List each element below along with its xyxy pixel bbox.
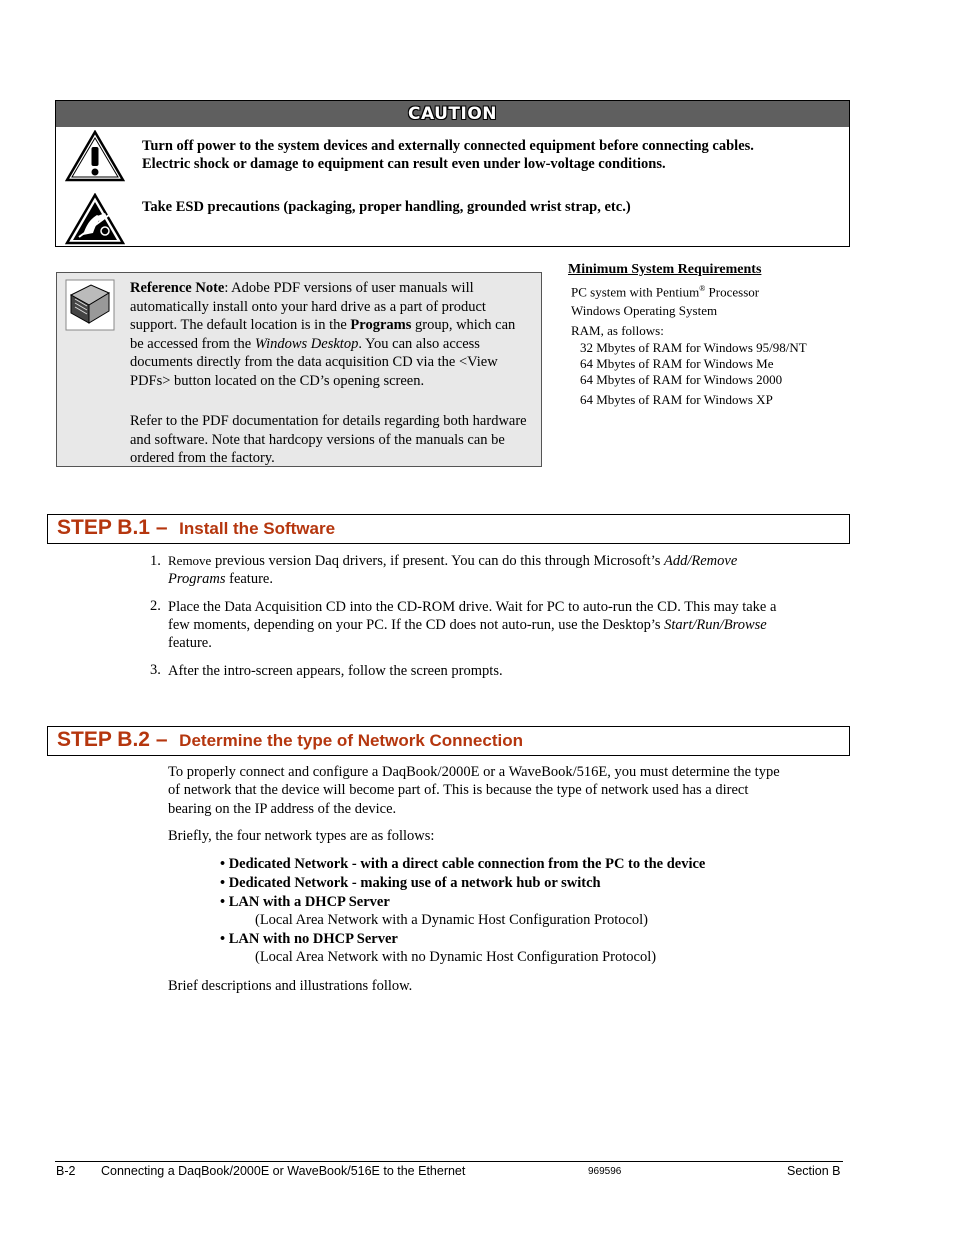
step-b2-header — [47, 726, 850, 756]
reference-note-paragraph-1: Reference Note: Adobe PDF versions of user manuals will automatically install onto your hard drive as a part of product support. The default location is in the Programs group, which can be accessed from the Windows Desktop. You can also access documents directly from the data acquisition CD via the <View PDFs> button located on the CD’s opening screen. — [130, 280, 516, 389]
step1-item-2-line-3: feature. — [168, 635, 212, 651]
min-sys-pc: PC system with Pentium® Processor — [571, 284, 760, 300]
esd-warning-icon — [65, 193, 125, 245]
network-type-description: (Local Area Network with no Dynamic Host Configuration Protocol) — [255, 949, 657, 965]
book-icon — [65, 279, 115, 331]
footer-page-number: B-2 — [56, 1164, 76, 1178]
caution-line-1: Turn off power to the system devices and externally connected equipment before connecting cables. — [142, 138, 754, 154]
min-sys-ram-item: 64 Mbytes of RAM for Windows XP — [580, 392, 773, 407]
step2-para1-line: bearing on the IP address of the device. — [168, 801, 397, 817]
step2-para1-line: of network that the device will become part of. This is because the type of network used has a direct — [168, 782, 749, 798]
step1-item-1-line-1: Remove previous version Daq drivers, if present. You can do this through Microsoft’s Add/Remove — [168, 553, 738, 569]
reference-note-label: Reference Note — [130, 280, 225, 296]
step1-item-2-line-2: few moments, depending on your PC. If the CD does not auto-run, use the Desktop’s Start/Run/Browse — [168, 617, 767, 633]
step1-item-3-line-1: After the intro-screen appears, follow the screen prompts. — [168, 663, 503, 679]
reference-note-paragraph-2: Refer to the PDF documentation for details regarding both hardware and software. Note that hardcopy versions of the manuals can be ordered from the factory. — [130, 413, 527, 466]
caution-box — [55, 100, 850, 247]
network-type-bullet: • LAN with no DHCP Server — [220, 931, 398, 947]
caution-line-2: Electric shock or damage to equipment can result even under low-voltage conditions. — [142, 156, 666, 172]
footer-rule — [55, 1161, 843, 1162]
step-b2-title: Determine the type of Network Connection — [179, 731, 523, 750]
min-sys-ram-item: 64 Mbytes of RAM for Windows 2000 — [580, 372, 783, 387]
footer-doc-number: 969596 — [588, 1166, 622, 1177]
step-b1-title: Install the Software — [179, 519, 336, 538]
step1-item-3-number: 3. — [150, 662, 161, 678]
min-sys-ram-intro: RAM, as follows: — [571, 323, 664, 338]
step1-item-1-line-2: Programs feature. — [168, 571, 273, 587]
min-sys-title: Minimum System Requirements — [568, 262, 762, 277]
footer-section: Section B — [787, 1164, 841, 1178]
step-b2-label: STEP B.2 – — [57, 728, 168, 751]
footer-title: Connecting a DaqBook/2000E or WaveBook/516E to the Ethernet — [101, 1164, 466, 1178]
step-b1-label: STEP B.1 – — [57, 516, 168, 539]
step1-item-2-line-1: Place the Data Acquisition CD into the CD-ROM drive. Wait for PC to auto-run the CD. This may take a — [168, 599, 777, 615]
step2-para1-line: To properly connect and configure a DaqBook/2000E or a WaveBook/516E, you must determine the type — [168, 764, 780, 780]
step1-item-1-number: 1. — [150, 553, 161, 569]
network-type-bullet: • LAN with a DHCP Server — [220, 894, 390, 910]
network-type-description: (Local Area Network with a Dynamic Host Configuration Protocol) — [255, 912, 649, 928]
caution-header: CAUTION — [56, 101, 849, 127]
min-sys-os: Windows Operating System — [571, 303, 718, 318]
warning-triangle-icon — [65, 130, 125, 182]
step1-item-2-number: 2. — [150, 598, 161, 614]
min-sys-ram-item: 32 Mbytes of RAM for Windows 95/98/NT — [580, 340, 807, 355]
network-type-bullet: • Dedicated Network - making use of a network hub or switch — [220, 875, 601, 891]
step-b1-header — [47, 514, 850, 544]
step2-para3: Brief descriptions and illustrations follow. — [168, 978, 413, 994]
step2-para2: Briefly, the four network types are as follows: — [168, 828, 435, 844]
min-sys-ram-item: 64 Mbytes of RAM for Windows Me — [580, 356, 774, 371]
caution-line-3: Take ESD precautions (packaging, proper handling, grounded wrist strap, etc.) — [142, 199, 631, 215]
network-type-bullet: • Dedicated Network - with a direct cable connection from the PC to the device — [220, 856, 706, 872]
reference-note-box — [56, 272, 542, 467]
